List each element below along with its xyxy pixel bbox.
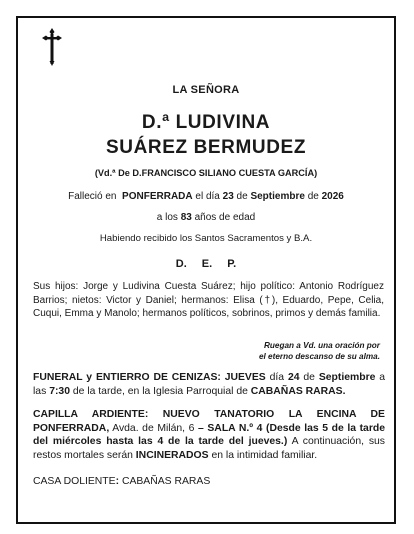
funeral-info: FUNERAL y ENTIERRO DE CENIZAS: JUEVES día 24 de Septiembre a las 7:30 de la tarde, en la Iglesia Parroquial de CABAÑAS RARAS. [33, 372, 386, 397]
cross-icon [40, 28, 64, 66]
obituary-card [16, 16, 396, 524]
sacraments-text: Habiendo recibido los Santos Sacramentos y B.A. [99, 233, 313, 244]
mourning-house: CASA DOLIENTE: CABAÑAS RARAS [33, 476, 211, 487]
deceased-name-line1: D.ª LUDIVINA [141, 112, 271, 133]
deceased-name-line2: SUÁREZ BERMUDEZ [105, 137, 307, 158]
family-list: Sus hijos: Jorge y Ludivina Cuesta Suárez; hijo político: Antonio Rodríguez Barrios; nietos: Victor y Daniel; hermanos: Elisa (†), Eduardo, Pepe, Celia, Cuqui, Emma y Manolo; hermanos políticos, sobrinos, primos y demás familia. [33, 281, 384, 319]
prayer-request: Ruegan a Vd. una oración por el eterno descanso de su alma. [258, 341, 380, 361]
title-la-senora: LA SEÑORA [172, 84, 240, 96]
chapel-info: CAPILLA ARDIENTE: NUEVO TANATORIO LA ENCINA DE PONFERRADA, Avda. de Milán, 6 – SALA N.º 4 (Desde las 5 de la tarde del miércoles hasta las 4 de la tarde del jueves.) A continuación, sus restos mortales serán INCINERADOS en la intimidad familiar. [33, 409, 385, 461]
widow-of: (Vd.ª De D.FRANCISCO SILIANO CUESTA GARCÍA) [94, 168, 318, 178]
dep-text: D. E. P. [175, 258, 237, 270]
age-info: a los 83 años de edad [156, 212, 256, 223]
death-info: Falleció en PONFERRADA el día 23 de Septiembre de 2026 [68, 191, 344, 202]
